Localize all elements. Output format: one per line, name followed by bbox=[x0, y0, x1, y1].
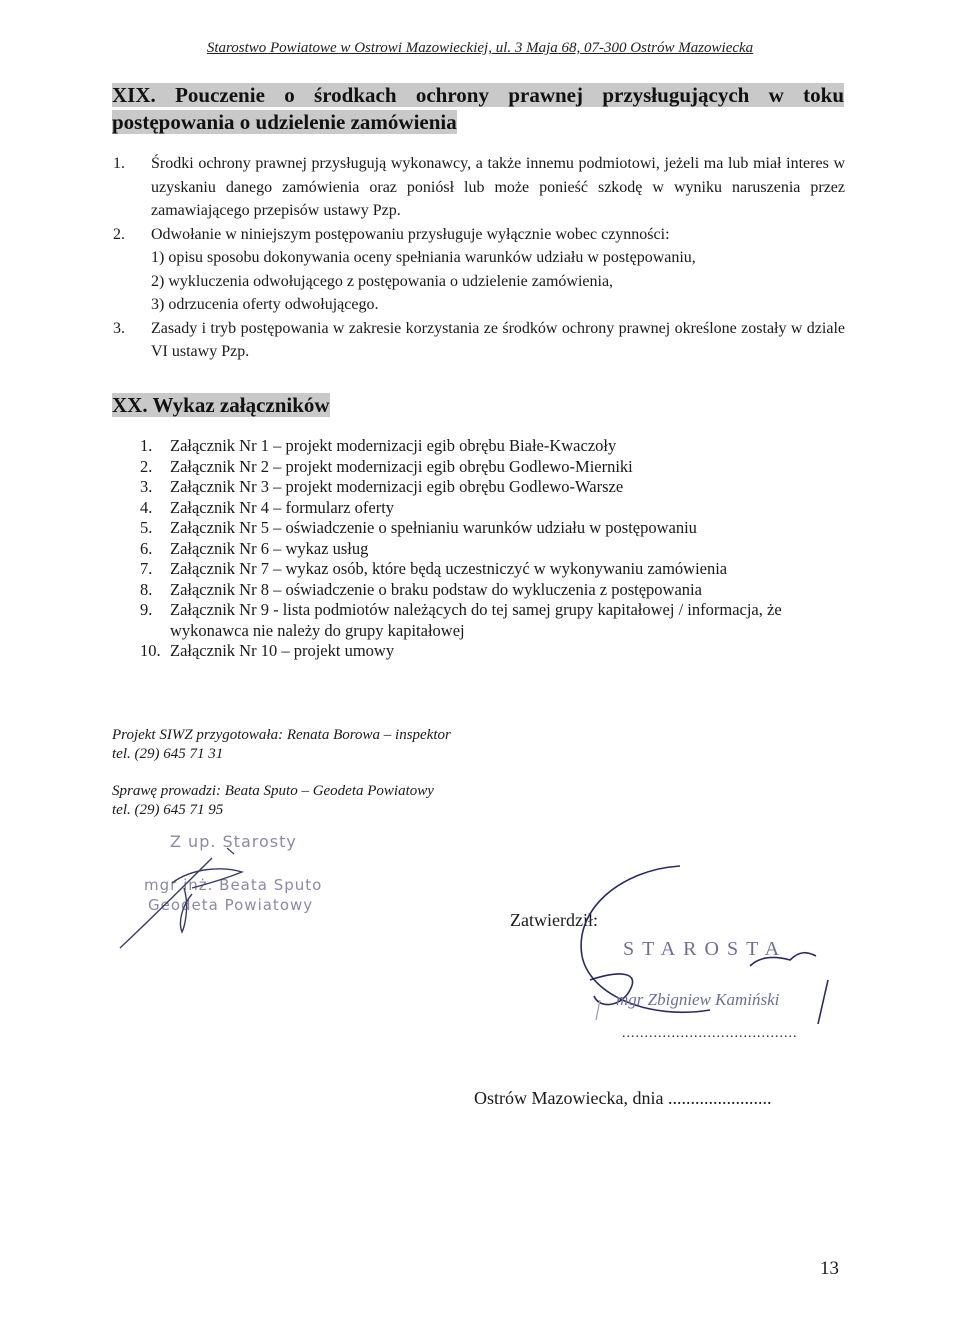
stamp-line: Geodeta Powiatowy bbox=[148, 896, 314, 914]
signature-scribble-icon bbox=[112, 828, 352, 958]
item-number: 2. bbox=[140, 456, 153, 476]
item-text: Odwołanie w niniejszym postępowaniu przysługuje wyłącznie wobec czynności: bbox=[151, 225, 670, 243]
page-header: Starostwo Powiatowe w Ostrowi Mazowieckiej, ul. 3 Maja 68, 07-300 Ostrów Mazowiecka bbox=[206, 40, 754, 56]
sub-item: 1) opisu sposobu dokonywania oceny spełniania warunków udziału w postępowaniu, bbox=[151, 249, 696, 266]
place-date-line: Ostrów Mazowiecka, dnia ....................... bbox=[474, 1088, 772, 1108]
item-number: 4. bbox=[140, 497, 153, 517]
section-20-title bbox=[112, 392, 330, 419]
item-number: 3. bbox=[113, 319, 125, 337]
sub-item: 2) wykluczenia odwołującego z postępowania o udzielenie zamówienia, bbox=[151, 272, 614, 290]
handled-by-line: Sprawę prowadzi: Beata Sputo – Geodeta Powiatowy bbox=[112, 783, 434, 799]
list-item bbox=[140, 436, 840, 457]
item-text: Załącznik Nr 9 - lista podmiotów należących do tej samej grupy kapitałowej / informacja, że wykonawca nie należy do grupy kapitałowej bbox=[170, 600, 782, 640]
list-item bbox=[113, 223, 845, 317]
section-20-title-text: XX. Wykaz załączników bbox=[112, 393, 330, 417]
item-text: Środki ochrony prawnej przysługują wykonawcy, a także innemu podmiotowi, jeżeli ma lub miał interes w uzyskaniu danego zamówienia oraz poniósł lub może ponieść szkodę w wyniku naruszenia przez zamawiającego przepisów ustawy Pzp. bbox=[151, 155, 845, 219]
prepared-by-phone: tel. (29) 645 71 31 bbox=[112, 746, 224, 762]
list-item bbox=[140, 539, 840, 560]
item-text: Załącznik Nr 8 – oświadczenie o braku podstaw do wykluczenia z postępowania bbox=[170, 579, 702, 599]
item-text: Załącznik Nr 4 – formularz oferty bbox=[170, 497, 395, 517]
page-number: 13 bbox=[820, 1258, 839, 1279]
handled-by-phone: tel. (29) 645 71 95 bbox=[112, 802, 224, 818]
approval-label: Zatwierdził: bbox=[510, 910, 598, 930]
list-item bbox=[113, 152, 845, 223]
surveyor-stamp bbox=[112, 828, 352, 958]
seal-name: mgr Zbigniew Kamiński bbox=[616, 990, 780, 1009]
item-number: 5. bbox=[140, 518, 153, 537]
seal-title: STAROSTA bbox=[623, 938, 788, 960]
list-item bbox=[140, 559, 840, 580]
item-text: Załącznik Nr 3 – projekt modernizacji egib obrębu Godlewo-Warsze bbox=[170, 477, 624, 496]
item-text: Załącznik Nr 7 – wykaz osób, które będą uczestniczyć w wykonywaniu zamówienia bbox=[170, 559, 728, 578]
item-number: 6. bbox=[140, 538, 153, 558]
sub-item: 3) odrzucenia oferty odwołującego. bbox=[151, 296, 379, 313]
list-item bbox=[140, 580, 840, 601]
list-item bbox=[140, 457, 840, 478]
item-number: 1. bbox=[140, 436, 153, 455]
attachments-list bbox=[140, 436, 840, 662]
stamp-line: mgr inż. Beata Sputo bbox=[144, 876, 323, 894]
item-number: 1. bbox=[113, 155, 125, 172]
list-item bbox=[140, 641, 840, 662]
prepared-by-line: Projekt SIWZ przygotowała: Renata Borowa – inspektor bbox=[112, 727, 451, 743]
list-item bbox=[140, 600, 840, 641]
appeal-subitems bbox=[151, 246, 845, 317]
item-text: Załącznik Nr 5 – oświadczenie o spełnianiu warunków udziału w postępowaniu bbox=[170, 518, 697, 537]
prepared-by-block bbox=[112, 726, 451, 764]
item-text: Załącznik Nr 6 – wykaz usług bbox=[170, 538, 369, 558]
section-19-title-text: XIX. Pouczenie o środkach ochrony prawnej przysługujących w toku postępowania o udzielenie zamówienia bbox=[112, 83, 844, 134]
item-text: Załącznik Nr 2 – projekt modernizacji egib obrębu Godlewo-Mierniki bbox=[170, 456, 633, 476]
item-text: Zasady i tryb postępowania w zakresie korzystania ze środków ochrony prawnej określone zostały w dziale VI ustawy Pzp. bbox=[151, 319, 845, 360]
item-number: 8. bbox=[140, 579, 153, 599]
legal-remedies-list bbox=[113, 152, 845, 364]
handled-by-block bbox=[112, 782, 434, 820]
list-item bbox=[140, 498, 840, 519]
list-item bbox=[140, 477, 840, 498]
item-text: Załącznik Nr 1 – projekt modernizacji egib obrębu Białe-Kwaczoły bbox=[170, 436, 617, 455]
item-number: 9. bbox=[140, 600, 153, 619]
list-item bbox=[113, 317, 845, 364]
item-number: 10. bbox=[140, 641, 161, 660]
item-text: Załącznik Nr 10 – projekt umowy bbox=[170, 641, 395, 660]
item-number: 3. bbox=[140, 477, 153, 496]
list-item bbox=[140, 518, 840, 539]
stamp-line: Z up. Starosty bbox=[170, 832, 297, 851]
item-number: 2. bbox=[113, 225, 125, 243]
signature-line: ....................................... bbox=[622, 1026, 798, 1041]
item-number: 7. bbox=[140, 559, 153, 578]
section-19-title bbox=[112, 82, 844, 136]
